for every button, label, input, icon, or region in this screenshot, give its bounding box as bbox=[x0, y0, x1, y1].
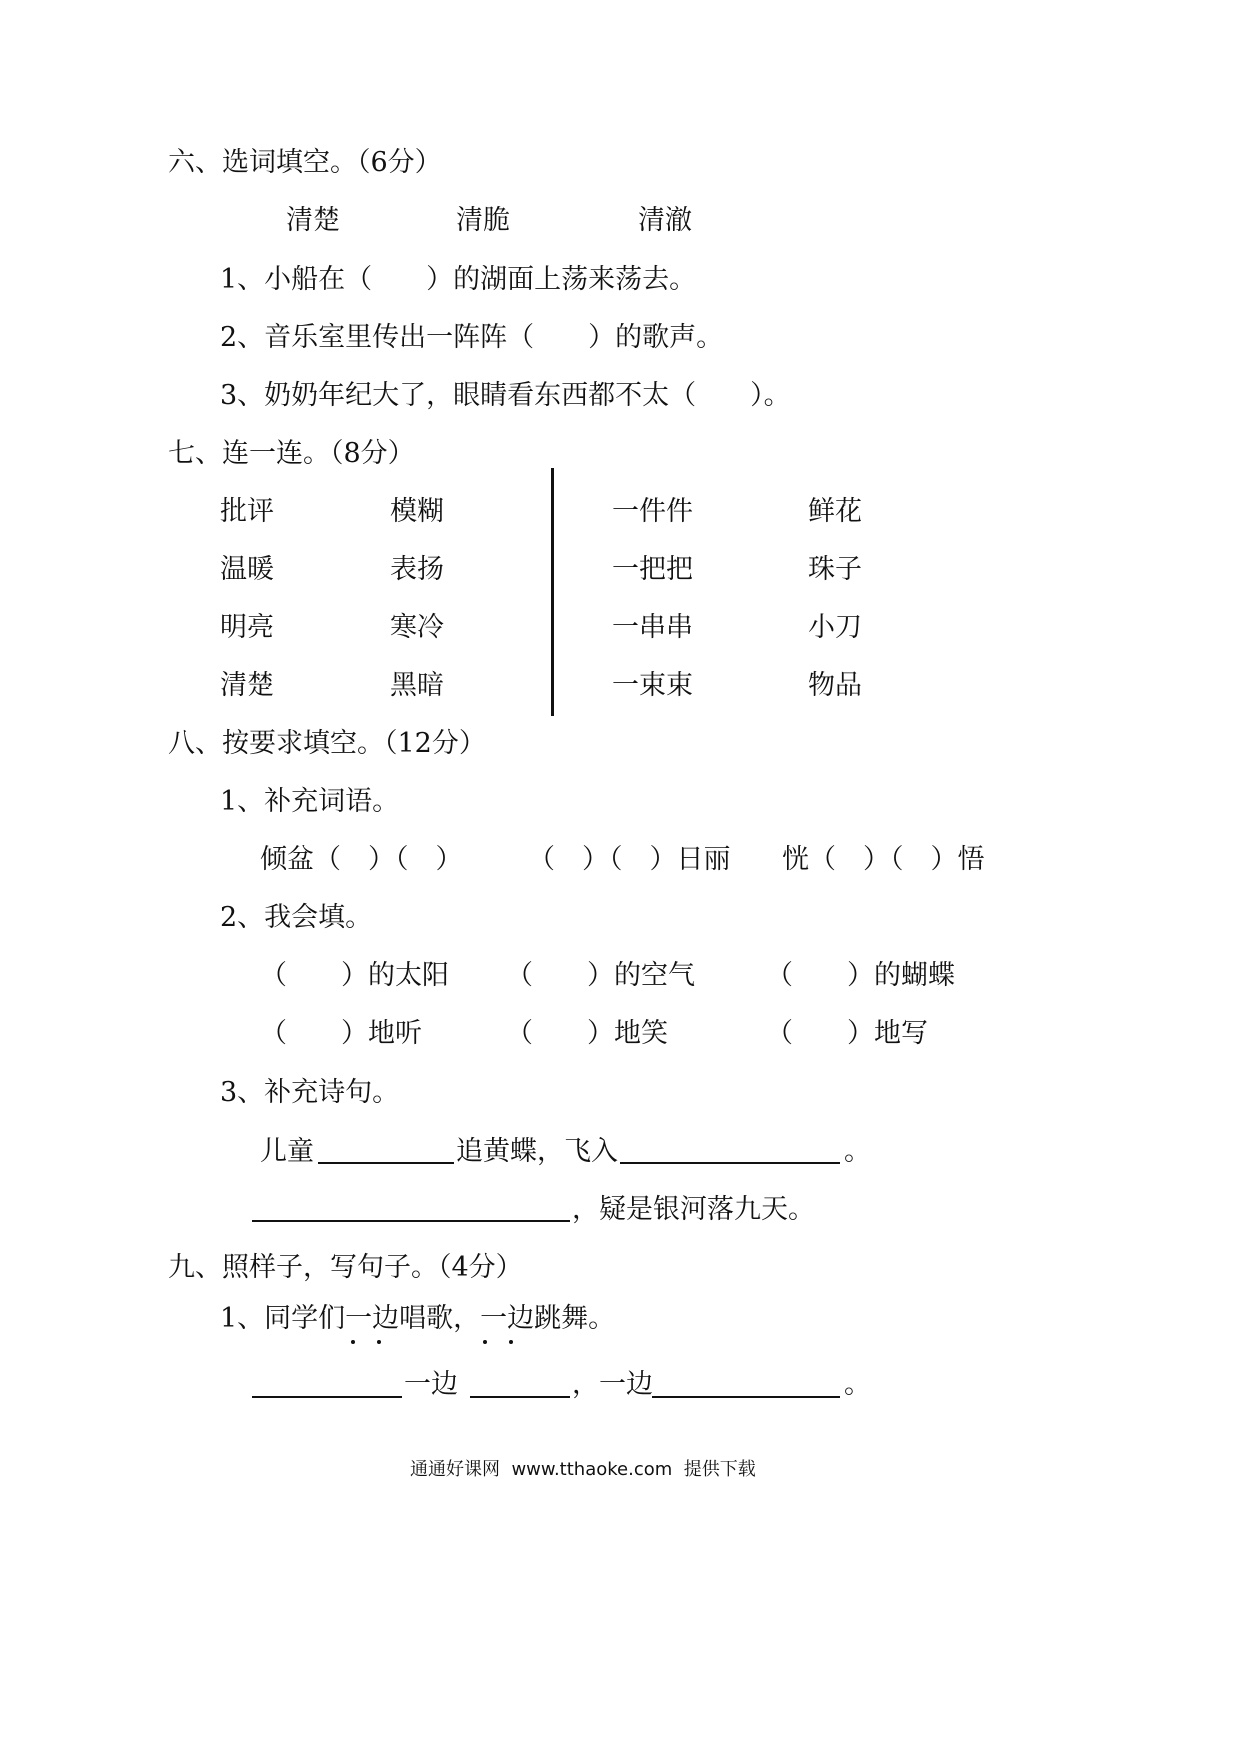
match-right-word: 小刀 bbox=[808, 612, 862, 643]
poem-text: 。 bbox=[844, 1136, 871, 1167]
answer-blank[interactable] bbox=[318, 1162, 454, 1164]
match-right-word: 一束束 bbox=[612, 670, 693, 701]
match-left-word: 表扬 bbox=[390, 554, 444, 585]
sentence-text: ，一边 bbox=[572, 1369, 653, 1400]
match-right-word: 珠子 bbox=[808, 554, 862, 585]
word-option: 清脆 bbox=[456, 205, 510, 236]
sentence-text: 。 bbox=[844, 1369, 871, 1400]
emphasis-dot bbox=[377, 1340, 381, 1344]
answer-blank[interactable] bbox=[620, 1162, 840, 1164]
poem-text: 儿童 bbox=[260, 1136, 314, 1167]
poem-text: ，疑是银河落九天。 bbox=[572, 1194, 815, 1225]
match-left-word: 黑暗 bbox=[390, 670, 444, 701]
section8-title: 八、按要求填空。（12分） bbox=[168, 728, 486, 759]
phrase-fill: （ ）的空气 bbox=[506, 960, 695, 991]
answer-blank[interactable] bbox=[252, 1396, 402, 1398]
match-left-word: 寒冷 bbox=[390, 612, 444, 643]
answer-blank[interactable] bbox=[470, 1396, 570, 1398]
phrase-fill: （ ）地写 bbox=[766, 1018, 928, 1049]
subsection-8-1: 1、补充词语。 bbox=[220, 786, 400, 817]
match-right-word: 一把把 bbox=[612, 554, 693, 585]
idiom-fill: （ ）（ ）日丽 bbox=[528, 844, 731, 875]
emphasis-dot bbox=[509, 1340, 513, 1344]
phrase-fill: （ ）的蝴蝶 bbox=[766, 960, 955, 991]
emphasis-dot bbox=[483, 1340, 487, 1344]
match-right-word: 一件件 bbox=[612, 496, 693, 527]
question-6-2: 2、音乐室里传出一阵阵（ ）的歌声。 bbox=[220, 322, 724, 353]
footer-text: 通通好课网 www.tthaoke.com 提供下载 bbox=[410, 1459, 756, 1480]
match-left-word: 明亮 bbox=[220, 612, 274, 643]
sentence-text: 一边 bbox=[404, 1369, 458, 1400]
idiom-fill: 倾盆（ ）（ ） bbox=[260, 844, 463, 875]
match-right-word: 物品 bbox=[808, 670, 862, 701]
question-6-1: 1、小船在（ ）的湖面上荡来荡去。 bbox=[220, 264, 697, 295]
word-option: 清楚 bbox=[286, 205, 340, 236]
match-right-word: 一串串 bbox=[612, 612, 693, 643]
match-left-word: 模糊 bbox=[390, 496, 444, 527]
answer-blank[interactable] bbox=[252, 1220, 570, 1222]
match-left-word: 批评 bbox=[220, 496, 274, 527]
example-sentence: 1、同学们一边唱歌，一边跳舞。 bbox=[220, 1303, 616, 1334]
phrase-fill: （ ）的太阳 bbox=[260, 960, 449, 991]
word-option: 清澈 bbox=[638, 205, 692, 236]
question-6-3: 3、奶奶年纪大了，眼睛看东西都不太（ ）。 bbox=[220, 380, 791, 411]
section9-title: 九、照样子，写句子。（4分） bbox=[168, 1252, 523, 1283]
match-left-word: 清楚 bbox=[220, 670, 274, 701]
answer-blank[interactable] bbox=[652, 1396, 840, 1398]
match-left-word: 温暖 bbox=[220, 554, 274, 585]
divider-line bbox=[551, 468, 554, 716]
section6-title: 六、选词填空。（6分） bbox=[168, 147, 442, 178]
subsection-8-2: 2、我会填。 bbox=[220, 902, 373, 933]
idiom-fill: 恍（ ）（ ）悟 bbox=[782, 844, 985, 875]
phrase-fill: （ ）地听 bbox=[260, 1018, 422, 1049]
subsection-8-3: 3、补充诗句。 bbox=[220, 1077, 400, 1108]
section7-title: 七、连一连。（8分） bbox=[168, 438, 415, 469]
match-right-word: 鲜花 bbox=[808, 496, 862, 527]
emphasis-dot bbox=[351, 1340, 355, 1344]
poem-text: 追黄蝶，飞入 bbox=[456, 1136, 618, 1167]
phrase-fill: （ ）地笑 bbox=[506, 1018, 668, 1049]
